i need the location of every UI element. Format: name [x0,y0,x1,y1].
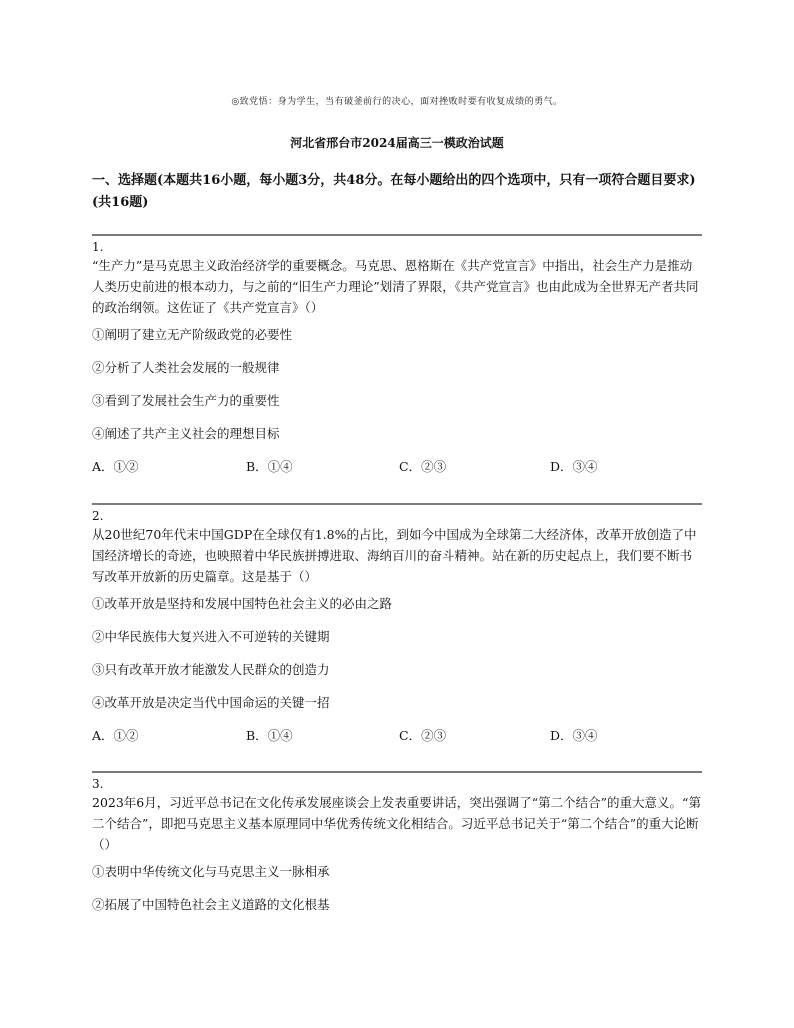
question-stem: “生产力”是马克思主义政治经济学的重要概念。马克思、恩格斯在《共产党宣言》中指出，社会生产力是推动人类历史前进的根本动力，与之前的“旧生产力理论”划清了界限，《共产党宣言》也由此成为全世界无产者共同的政治纲领。这佐证了《共产党宣言》（） [92,258,699,315]
choice-c: C．②③ [399,459,447,474]
question-number: 1. [92,240,104,254]
question-number: 3. [92,777,104,791]
page-title: 河北省邢台市2024届高三一模政治试题 [290,136,504,150]
choice-a: A．①② [92,459,139,474]
question-option: ①阐明了建立无产阶级政党的必要性 [92,327,293,342]
question-option: ①表明中华传统文化与马克思主义一脉相承 [92,864,330,879]
question-option: ①改革开放是坚持和发展中国特色社会主义的必由之路 [92,596,393,611]
question-3 [92,771,704,912]
question-option: ④阐述了共产主义社会的理想目标 [92,426,280,441]
question-option: ③只有改革开放才能激发人民群众的创造力 [92,662,330,677]
question-option: ④改革开放是决定当代中国命运的关键一招 [92,695,330,710]
question-divider [92,771,702,773]
choice-d: D．③④ [550,728,598,743]
choice-a: A．①② [92,728,139,743]
question-number: 2. [92,509,104,523]
question-2 [92,503,704,743]
answer-choices [92,458,704,476]
motto-line: ◎致党悟：身为学生，当有破釜前行的决心，面对挫败时要有收复成绩的勇气。 [231,97,563,107]
question-divider [92,234,702,236]
question-option: ②中华民族伟大复兴进入不可逆转的关键期 [92,629,330,644]
question-1 [92,234,704,474]
question-stem: 2023年6月，习近平总书记在文化传承发展座谈会上发表重要讲话，突出强调了“第二个结合”的重大意义。“第二个结合”，即把马克思主义基本原理同中华优秀传统文化相结合。习近平总书记关于“第二个结合”的重大论断（） [92,795,701,852]
section-heading: 一、选择题(本题共16小题，每小题3分，共48分。在每小题给出的四个选项中，只有一项符合题目要求)(共16题) [92,173,696,210]
choice-b: B．①④ [246,459,293,474]
question-option: ③看到了发展社会生产力的重要性 [92,393,280,408]
question-option: ②拓展了中国特色社会主义道路的文化根基 [92,897,330,912]
choice-c: C．②③ [399,728,447,743]
question-option: ②分析了人类社会发展的一般规律 [92,360,280,375]
answer-choices [92,727,704,745]
choice-b: B．①④ [246,728,293,743]
question-stem: 从20世纪70年代末中国GDP在全球仅有1.8%的占比，到如今中国成为全球第二大经济体，改革开放创造了中国经济增长的奇迹，也映照着中华民族拼搏进取、海纳百川的奋斗精神。站在新的历史起点上，我们要不断书写改革开放新的历史篇章。这是基于（） [92,527,697,584]
question-divider [92,503,702,505]
choice-d: D．③④ [550,459,598,474]
